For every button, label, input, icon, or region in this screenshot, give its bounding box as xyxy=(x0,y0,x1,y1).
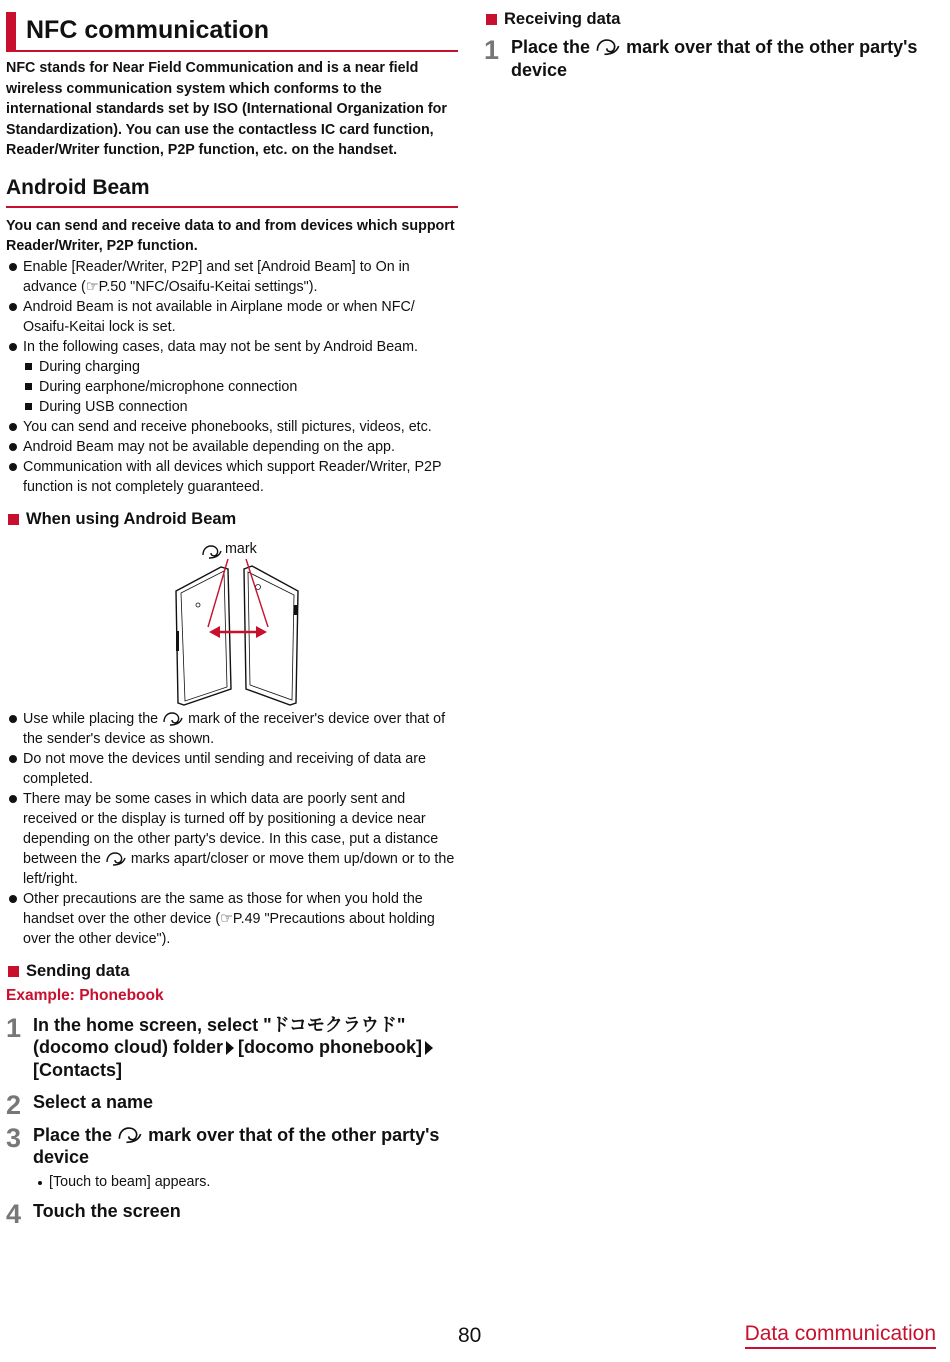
receiving-title: Receiving data xyxy=(504,10,621,28)
list-item: Android Beam is not available in Airplane mode or when NFC/ Osaifu-Keitai lock is set. xyxy=(6,297,458,337)
sending-step-2 xyxy=(6,1090,458,1120)
double-arrow-icon xyxy=(209,626,267,638)
step-3-note: [Touch to beam] appears. xyxy=(6,1174,458,1190)
nfc-mark-icon xyxy=(595,36,621,56)
left-phone-illustration xyxy=(176,567,231,705)
nfc-mark-icon xyxy=(105,850,127,866)
sub-list-item: During USB connection xyxy=(6,397,458,417)
section-footer-link[interactable]: Data communication xyxy=(745,1322,936,1349)
sending-step-3 xyxy=(6,1124,458,1169)
nfc-heading xyxy=(6,12,458,52)
text-fragment: [docomo phonebook] xyxy=(237,1037,422,1057)
text-fragment: Place the xyxy=(33,1124,113,1145)
sending-step-1 xyxy=(6,1014,458,1082)
two-phones-illustration xyxy=(6,539,458,709)
square-bullet-icon xyxy=(8,514,19,525)
text-fragment: Touch the screen xyxy=(33,1200,181,1221)
text-fragment: mark of the receiver's device over that of the sender's device as shown. xyxy=(23,710,446,747)
list-item: In the following cases, data may not be sent by Android Beam. xyxy=(6,337,458,357)
nfc-mark-icon xyxy=(162,710,184,726)
receiving-step-1 xyxy=(484,36,939,81)
arrow-right-icon xyxy=(425,1041,433,1055)
nfc-mark-icon xyxy=(117,1124,143,1144)
nfc-mark-icon xyxy=(203,546,221,558)
heading-accent-bar xyxy=(6,12,16,50)
sending-heading xyxy=(6,962,458,981)
text-fragment: [Contacts] xyxy=(33,1059,122,1080)
list-item: Communication with all devices which support Reader/Writer, P2P function is not completely guaranteed. xyxy=(6,457,458,497)
when-using-heading xyxy=(6,510,458,529)
list-item: Other precautions are the same as those for when you hold the handset over the other device (☞P.49 "Precautions about holding over the other device"). xyxy=(6,889,458,949)
sub-list-item: During charging xyxy=(6,357,458,377)
step-number: 3 xyxy=(6,1122,22,1153)
text-fragment: Place the xyxy=(511,37,591,57)
receiving-heading xyxy=(484,10,939,29)
sending-title: Sending data xyxy=(26,961,130,980)
text-fragment: marks apart/closer or move them up/down or to the left/right. xyxy=(23,850,455,887)
android-beam-lead: You can send and receive data to and from devices which support Reader/Writer, P2P function. xyxy=(6,217,455,254)
android-beam-bullets xyxy=(6,257,458,497)
android-beam-figure xyxy=(6,539,458,709)
arrow-right-icon xyxy=(226,1041,234,1055)
step-number: 2 xyxy=(6,1090,22,1120)
figure-mark-label: mark xyxy=(225,540,257,557)
left-column xyxy=(6,0,458,1229)
list-item: You can send and receive phonebooks, still pictures, videos, etc. xyxy=(6,417,458,437)
right-column xyxy=(484,0,939,81)
square-bullet-icon xyxy=(8,966,19,977)
step-number: 4 xyxy=(6,1198,22,1229)
list-item: Do not move the devices until sending and receiving of data are completed. xyxy=(6,749,458,789)
when-using-title: When using Android Beam xyxy=(26,509,237,528)
right-phone-illustration xyxy=(244,566,298,705)
android-beam-title: Android Beam xyxy=(6,176,458,208)
nfc-title: NFC communication xyxy=(26,16,270,44)
list-item: Android Beam may not be available depending on the app. xyxy=(6,437,458,457)
square-bullet-icon xyxy=(486,14,497,25)
nfc-intro: NFC stands for Near Field Communication and is a near field wireless communication system which conforms to the international standards set by ISO (International Organization for Standardization). You can use the contactless IC card function, Reader/Writer function, P2P function, etc. on the handset. xyxy=(6,60,447,158)
sub-list-item: During earphone/microphone connection xyxy=(6,377,458,397)
step-number: 1 xyxy=(484,35,500,65)
text-fragment: Select a name xyxy=(33,1092,154,1112)
list-item xyxy=(6,789,458,889)
when-using-bullets xyxy=(6,709,458,949)
text-fragment: Use while placing the xyxy=(23,710,159,727)
text-fragment: mark over that of the other party's device xyxy=(511,37,918,80)
list-item xyxy=(6,709,458,749)
text-fragment: There may be some cases in which data are poorly sent and received or the display is turned off by positioning a device near depending on the other party's device. In this case, put a distance between the xyxy=(23,790,439,867)
text-fragment: In the home screen, select "ドコモクラウド" (docomo cloud) folder xyxy=(33,1014,406,1057)
step-number: 1 xyxy=(6,1012,22,1043)
list-item: Enable [Reader/Writer, P2P] and set [Android Beam] to On in advance (☞P.50 "NFC/Osaifu-Keitai settings"). xyxy=(6,257,458,297)
page-number: 80 xyxy=(458,1324,482,1347)
sending-step-4 xyxy=(6,1198,458,1229)
text-fragment: mark over that of the other party's device xyxy=(33,1124,440,1167)
sending-example: Example: Phonebook xyxy=(6,986,164,1004)
